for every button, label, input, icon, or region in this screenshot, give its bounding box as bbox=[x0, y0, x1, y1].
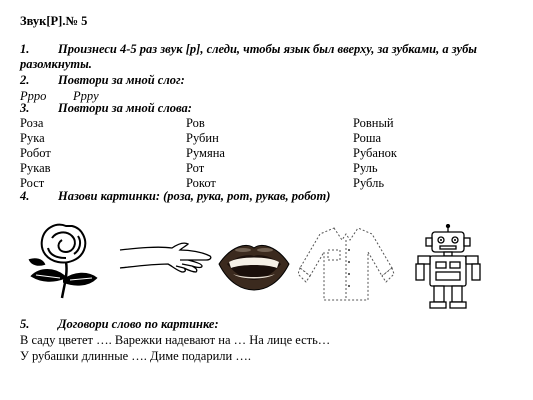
syllable-2: Рppy bbox=[73, 89, 99, 103]
task-5-text: Договори слово по картинке: bbox=[58, 317, 219, 331]
task-3-number: 3. bbox=[20, 101, 30, 115]
robot-icon bbox=[414, 224, 482, 310]
task-2-number: 2. bbox=[20, 73, 30, 87]
word: Рука bbox=[20, 131, 45, 145]
shirt-icon bbox=[298, 222, 396, 304]
syllable-1: Рppo bbox=[20, 89, 47, 103]
word: Рост bbox=[20, 176, 45, 190]
word: Рубль bbox=[353, 176, 385, 190]
task-2-text: Повтори за мной слог: bbox=[58, 73, 185, 87]
rose-icon bbox=[26, 218, 108, 300]
word: Роша bbox=[353, 131, 382, 145]
task-1-text: Произнеси 4-5 раз звук [р], следи, чтобы язык был вверху, за зубками, а зубы bbox=[58, 42, 477, 56]
word: Ровный bbox=[353, 116, 394, 130]
task-4-text: Назови картинки: (роза, рука, рот, рукав, робот) bbox=[58, 189, 331, 203]
mouth-icon bbox=[217, 240, 291, 292]
word: Роза bbox=[20, 116, 44, 130]
hand-icon bbox=[118, 236, 214, 280]
word: Руль bbox=[353, 161, 378, 175]
word: Робот bbox=[20, 146, 51, 160]
word: Рукав bbox=[20, 161, 51, 175]
word: Румяна bbox=[186, 146, 225, 160]
page-title: Звук[Р].№ 5 bbox=[20, 14, 88, 28]
word: Рубанок bbox=[353, 146, 397, 160]
task-1-number: 1. bbox=[20, 42, 30, 56]
sentence-line-1: В саду цветет …. Варежки надевают на … На лице есть… bbox=[20, 333, 331, 347]
word: Рокот bbox=[186, 176, 216, 190]
task-1-text-cont: разомкнуты. bbox=[20, 57, 92, 71]
word: Ров bbox=[186, 116, 205, 130]
task-5-number: 5. bbox=[20, 317, 30, 331]
word: Рубин bbox=[186, 131, 219, 145]
word: Рот bbox=[186, 161, 205, 175]
task-3-text: Повтори за мной слова: bbox=[58, 101, 192, 115]
task-4-number: 4. bbox=[20, 189, 30, 203]
sentence-line-2: У рубашки длинные …. Диме подарили …. bbox=[20, 349, 251, 363]
